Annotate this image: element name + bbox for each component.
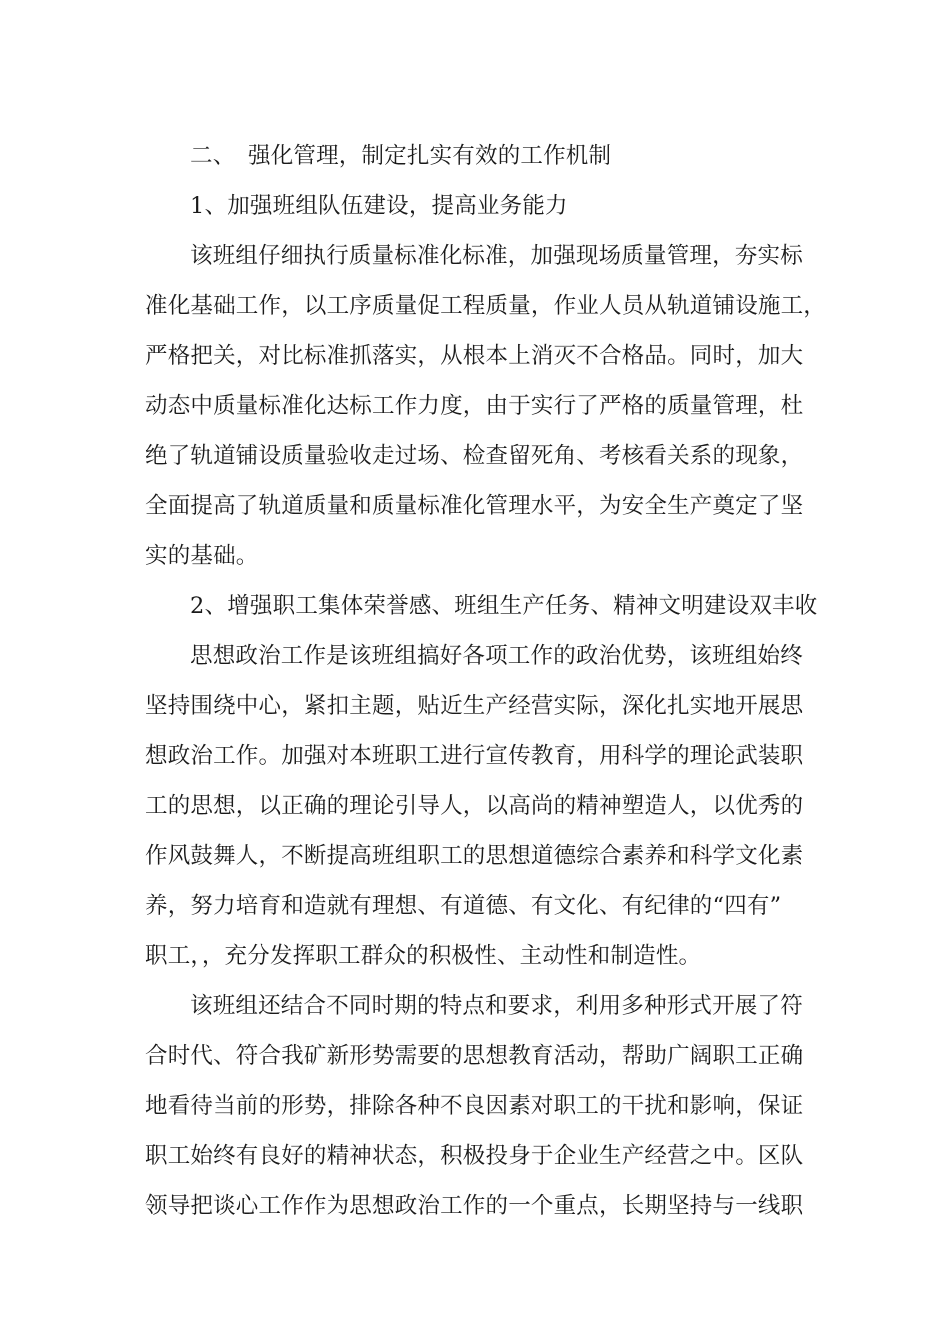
paragraph-line: 严格把关，对比标准抓落实，从根本上消灭不合格品。同时，加大 bbox=[145, 343, 804, 369]
paragraph-line: 地看待当前的形势，排除各种不良因素对职工的干扰和影响，保证 bbox=[145, 1093, 804, 1119]
paragraph-line: 实的基础。 bbox=[145, 543, 259, 569]
paragraph-line: 作风鼓舞人，不断提高班组职工的思想道德综合素养和科学文化素 bbox=[145, 843, 804, 869]
paragraph-line: 绝了轨道铺设质量验收走过场、检查留死角、考核看关系的现象， bbox=[145, 443, 804, 469]
document-page bbox=[145, 131, 827, 1231]
section-number: 二、 bbox=[190, 143, 236, 169]
paragraph-line: 全面提高了轨道质量和质量标准化管理水平，为安全生产奠定了坚 bbox=[145, 493, 804, 519]
subheading-2: 2、增强职工集体荣誉感、班组生产任务、精神文明建设双丰收 bbox=[190, 593, 818, 619]
paragraph-line: 该班组仔细执行质量标准化标准，加强现场质量管理，夯实标 bbox=[190, 243, 803, 269]
paragraph-line: 领导把谈心工作作为思想政治工作的一个重点，长期坚持与一线职 bbox=[145, 1193, 804, 1219]
paragraph-line: 想政治工作。加强对本班职工进行宣传教育，用科学的理论武装职 bbox=[145, 743, 804, 769]
paragraph-line: 思想政治工作是该班组搞好各项工作的政治优势，该班组始终 bbox=[190, 643, 803, 669]
paragraph-line: 坚持围绕中心，紧扣主题，贴近生产经营实际，深化扎实地开展思 bbox=[145, 693, 804, 719]
paragraph-line: 该班组还结合不同时期的特点和要求，利用多种形式开展了符 bbox=[190, 993, 803, 1019]
paragraph-1 bbox=[145, 231, 827, 581]
paragraph-line: 职工始终有良好的精神状态，积极投身于企业生产经营之中。区队 bbox=[145, 1143, 804, 1169]
paragraph-line: 职工，，充分发挥职工群众的积极性、主动性和制造性。 bbox=[145, 943, 702, 969]
paragraph-2 bbox=[145, 631, 810, 981]
paragraph-line: 合时代、符合我矿新形势需要的思想教育活动，帮助广阔职工正确 bbox=[145, 1043, 804, 1069]
section-title: 强化管理，制定扎实有效的工作机制 bbox=[248, 143, 612, 169]
paragraph-line: 动态中质量标准化达标工作力度，由于实行了严格的质量管理，杜 bbox=[145, 393, 804, 419]
subheading-1: 1、加强班组队伍建设，提高业务能力 bbox=[190, 193, 568, 219]
paragraph-line: 工的思想，以正确的理论引导人，以高尚的精神塑造人，以优秀的 bbox=[145, 793, 804, 819]
paragraph-line: 准化基础工作，以工序质量促工程质量，作业人员从轨道铺设施工， bbox=[145, 293, 827, 319]
paragraph-3 bbox=[145, 981, 810, 1231]
section-heading bbox=[145, 131, 810, 181]
paragraph-line: 养，努力培育和造就有理想、有道德、有文化、有纪律的“四有” bbox=[145, 893, 782, 919]
